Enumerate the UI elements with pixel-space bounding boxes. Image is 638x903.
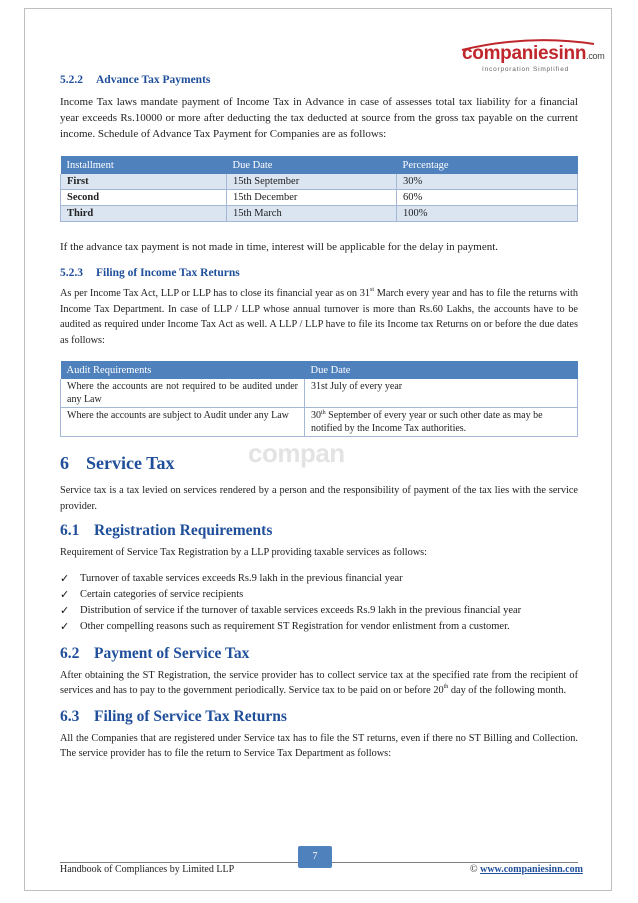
table-cell: Second [61, 190, 227, 206]
section-title: Filing of Income Tax Returns [96, 267, 240, 279]
list-item [60, 619, 578, 635]
table-row [61, 206, 578, 222]
list-item-text: Certain categories of service recipients [80, 588, 244, 600]
cell-text: 30 [311, 410, 321, 421]
checkmark-icon: ✓ [60, 571, 70, 585]
payment-paragraph [60, 668, 578, 699]
list-item [60, 571, 578, 587]
para-text: March every year and has to file the returns with Income Tax Department. In case of LLP / LLP whose annual turnover is more than Rs.60 Lakhs, the accounts have to be audited as required under Income Tax Act as well. A LLP / LLP have to file its Income tax Returns on or before the due dates as follows: [60, 288, 578, 346]
table-header: Percentage [397, 156, 578, 174]
advance-tax-table [60, 156, 578, 222]
table-header: Due Date [227, 156, 397, 174]
table-cell: 15th December [227, 190, 397, 206]
section-title: Advance Tax Payments [96, 74, 211, 86]
advance-tax-paragraph: Income Tax laws mandate payment of Income Tax in Advance in case of assesses total tax liability for a financial year exceeds Rs.10000 or more after deducting the tax deducted at source from the gross tax payable on the current income. Schedule of Advance Tax Payment for Companies are as follows: [60, 96, 578, 140]
section-5-2-3-heading [60, 267, 578, 279]
section-number: 6.2 [60, 644, 80, 662]
table-cell: First [61, 174, 227, 190]
table-cell: 31st July of every year [305, 379, 578, 408]
table-cell: 60% [397, 190, 578, 206]
list-item-text: Turnover of taxable services exceeds Rs.9 lakh in the previous financial year [80, 572, 403, 584]
registration-paragraph: Requirement of Service Tax Registration by a LLP providing taxable services as follows: [60, 547, 428, 558]
list-item-text: Other compelling reasons such as requirement ST Registration for vendor enlistment from a customer. [80, 620, 510, 632]
income-tax-returns-paragraph [60, 286, 578, 348]
table-cell [305, 408, 578, 437]
table-cell: Third [61, 206, 227, 222]
logo-arc-icon [458, 38, 598, 52]
audit-due-date-table [60, 361, 578, 437]
section-number: 5.2.2 [60, 74, 83, 86]
table-row [61, 174, 578, 190]
list-item [60, 603, 578, 619]
table-cell: 100% [397, 206, 578, 222]
section-title: Registration Requirements [94, 522, 273, 539]
section-number: 6.3 [60, 707, 80, 725]
para-text: After obtaining the ST Registration, the service provider has to collect service tax at the specified rate from the recipient of services and has to pay to the government periodically. Service tax to be paid on or before 20 [60, 669, 578, 696]
checkmark-icon: ✓ [60, 587, 70, 601]
para-text: day of the following month. [448, 685, 567, 696]
section-6-1-heading [60, 522, 578, 540]
table-header: Due Date [305, 361, 578, 379]
section-6-2-heading [60, 645, 578, 663]
list-item-text: Distribution of service if the turnover of taxable services exceeds Rs.9 lakh in the previous financial year [80, 604, 522, 616]
section-6-3-heading [60, 708, 578, 726]
table-row [61, 408, 578, 437]
watermark: compan [248, 438, 345, 468]
table-cell: 30% [397, 174, 578, 190]
page-number: 7 [298, 846, 332, 868]
footer-copyright [470, 864, 583, 875]
cell-text: September of every year or such other date as may be notified by the Income Tax authorities. [311, 410, 543, 434]
section-number: 5.2.3 [60, 267, 83, 279]
table-cell: Where the accounts are not required to be audited under any Law [61, 379, 305, 408]
copyright-symbol: © [470, 864, 478, 875]
table-row [61, 190, 578, 206]
superscript: th [321, 410, 326, 416]
logo-brand: companiesinn [462, 43, 587, 64]
list-item [60, 587, 578, 603]
section-number: 6 [60, 453, 69, 473]
section-number: 6.1 [60, 522, 80, 539]
section-5-2-2-heading [60, 74, 578, 86]
superscript: th [443, 684, 449, 690]
checkmark-icon: ✓ [60, 603, 70, 617]
table-row [61, 379, 578, 408]
table-header: Installment [61, 156, 227, 174]
page-content [60, 68, 578, 762]
logo-suffix: .com [586, 51, 605, 61]
checkmark-icon: ✓ [60, 619, 70, 633]
table-header-row [61, 361, 578, 379]
logo-tagline: Incorporation Simplified [482, 66, 570, 73]
table-cell: 15th March [227, 206, 397, 222]
table-header: Audit Requirements [61, 361, 305, 379]
st-returns-paragraph: All the Companies that are registered under Service tax has to file the ST returns, even if there no ST Billing and Collection. The service provider has to file the return to Service Tax Department as follows: [60, 732, 578, 759]
section-6-heading [60, 453, 578, 474]
footer-title: Handbook of Compliances by Limited LLP [60, 864, 235, 875]
superscript: st [370, 287, 375, 293]
table-cell: 15th September [227, 174, 397, 190]
registration-list [60, 571, 578, 635]
section-title: Filing of Service Tax Returns [94, 707, 287, 725]
para-text: As per Income Tax Act, LLP or LLP has to close its financial year as on 31 [60, 288, 371, 299]
table-header-row [61, 156, 578, 174]
table-cell: Where the accounts are subject to Audit under any Law [61, 408, 305, 437]
website-link[interactable]: www.companiesinn.com [480, 864, 583, 875]
section-title: Service Tax [86, 453, 175, 473]
service-tax-paragraph: Service tax is a tax levied on services rendered by a person and the responsibility of payment of the tax lies with the service provider. [60, 485, 578, 512]
section-title: Payment of Service Tax [94, 644, 250, 662]
interest-note: If the advance tax payment is not made in time, interest will be applicable for the delay in payment. [60, 241, 499, 253]
